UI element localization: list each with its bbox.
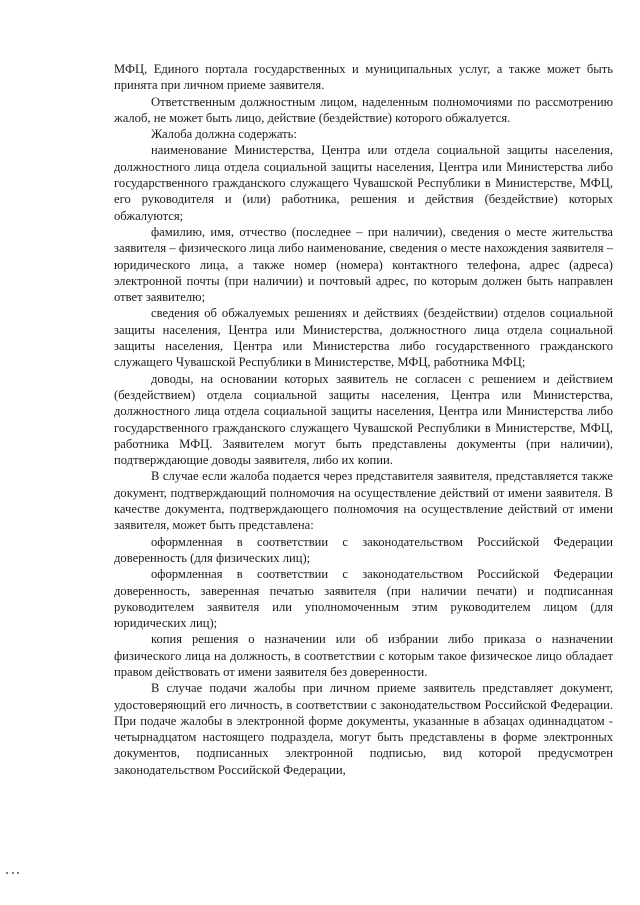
paragraph-representative: В случае если жалоба подается через представителя заявителя, представляется также документ, подтверждающий полномочия на осуществление действий от имени заявителя. В качестве документа, подтверждающего полномочия на осуществление действий от имени заявителя, может быть представлена: <box>114 469 613 533</box>
paragraph-appointment-decision: копия решения о назначении или об избрании либо приказа о назначении физического лица на должность, в соответствии с которым такое физическое лицо обладает правом действовать от имени заявителя без доверенности. <box>114 632 613 679</box>
paragraph-name-of-body: наименование Министерства, Центра или отдела социальной защиты населения, должностного лица отдела социальной защиты населения, Центра или Министерства либо государственного гражданского служащего Чувашской Республики в Министерстве, МФЦ, его руководителя и (или) работника, решения и действия (бездействие) которых обжалуются; <box>114 143 613 223</box>
paragraph-power-of-attorney-legal-entities: оформленная в соответствии с законодательством Российской Федерации доверенность, заверенная печатью заявителя (при наличии печати) и подписанная руководителем заявителя или уполномоченным этим руководителем лицом (для юридических лиц); <box>114 567 613 631</box>
paragraph-continuation: МФЦ, Единого портала государственных и муниципальных услуг, а также может быть принята при личном приеме заявителя. <box>114 62 613 93</box>
paragraph-appealed-decisions: сведения об обжалуемых решениях и действиях (бездействии) отделов социальной защиты населения, Центра или Министерства, должностного лица отдела социальной защиты населения, Центра или Министерства либо государственного гражданского служащего Чувашской Республики в Министерстве, МФЦ, работника МФЦ; <box>114 306 613 370</box>
paragraph-arguments: доводы, на основании которых заявитель не согласен с решением и действием (бездействием) отдела социальной защиты населения, Центра или Министерства, должностного лица отдела социальной защиты населения, Центра или Министерства либо государственного гражданского служащего Чувашской Республики в Министерстве, МФЦ, работника МФЦ. Заявителем могут быть представлены документы (при наличии), подтверждающие доводы заявителя, либо их копии. <box>114 371 613 468</box>
paragraph-responsible-official: Ответственным должностным лицом, наделенным полномочиями по рассмотрению жалоб, не может быть лицо, действие (бездействие) которого обжалуется. <box>114 94 613 125</box>
document-body <box>114 61 613 778</box>
paragraph-power-of-attorney-individuals: оформленная в соответствии с законодательством Российской Федерации доверенность (для физических лиц); <box>114 534 613 565</box>
scan-artifact-dots <box>6 872 20 876</box>
paragraph-applicant-details: фамилию, имя, отчество (последнее – при наличии), сведения о месте жительства заявителя – физического лица либо наименование, сведения о месте нахождения заявителя – юридического лица, а также номер (номера) контактного телефона, адрес (адреса) электронной почты (при наличии) и почтовый адрес, по которым должен быть направлен ответ заявителю; <box>114 224 613 305</box>
paragraph-complaint-contents: Жалоба должна содержать: <box>151 127 297 142</box>
paragraph-personal-reception: В случае подачи жалобы при личном приеме заявитель представляет документ, удостоверяющий его личность, в соответствии с законодательством Российской Федерации. При подаче жалобы в электронной форме документы, указанные в абзацах одиннадцатом - четырнадцатом настоящего подраздела, могут быть представлены в форме электронных документов, подписанных электронной подписью, вид которой предусмотрен законодательством Российской Федерации, <box>114 681 613 777</box>
